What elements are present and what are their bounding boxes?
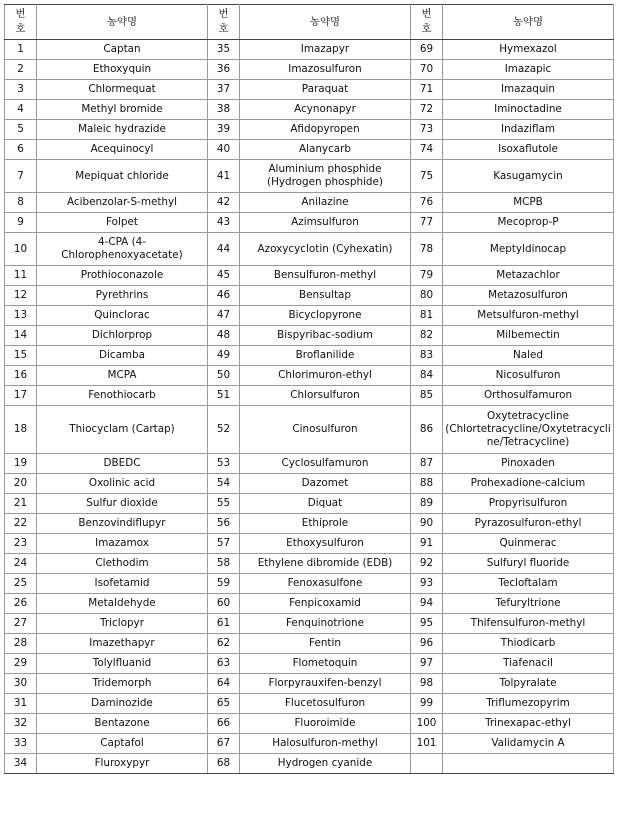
row-number-cell: 57 xyxy=(208,534,240,554)
row-number-cell: 50 xyxy=(208,366,240,386)
table-row xyxy=(5,40,614,60)
row-number-cell: 82 xyxy=(411,326,443,346)
pesticide-name-cell: Acequinocyl xyxy=(37,140,208,160)
pesticide-name-cell: Propyrisulfuron xyxy=(443,494,614,514)
pesticide-name-cell: Acibenzolar-S-methyl xyxy=(37,193,208,213)
pesticide-name-cell: Imazapic xyxy=(443,60,614,80)
pesticide-name-cell: Florpyrauxifen-benzyl xyxy=(240,674,411,694)
pesticide-name-cell: Dicamba xyxy=(37,346,208,366)
pesticide-name-cell: Hymexazol xyxy=(443,40,614,60)
row-number-cell: 10 xyxy=(5,233,37,266)
row-number-cell: 63 xyxy=(208,654,240,674)
pesticide-name-cell: Flucetosulfuron xyxy=(240,694,411,714)
row-number-cell: 52 xyxy=(208,406,240,454)
pesticide-name-cell: Pinoxaden xyxy=(443,454,614,474)
row-number-cell: 65 xyxy=(208,694,240,714)
pesticide-name-cell: Oxolinic acid xyxy=(37,474,208,494)
number-header xyxy=(411,5,443,40)
row-number-cell: 47 xyxy=(208,306,240,326)
pesticide-name-cell: Prothioconazole xyxy=(37,266,208,286)
pesticide-name-cell: Quinclorac xyxy=(37,306,208,326)
table-row xyxy=(5,614,614,634)
pesticide-name-cell: Ethiprole xyxy=(240,514,411,534)
pesticide-name-cell: Isofetamid xyxy=(37,574,208,594)
table-row xyxy=(5,654,614,674)
row-number-cell: 60 xyxy=(208,594,240,614)
row-number-cell: 100 xyxy=(411,714,443,734)
row-number-cell xyxy=(411,754,443,774)
pesticide-name-cell: Imazamox xyxy=(37,534,208,554)
pesticide-name-cell: Sulfuryl fluoride xyxy=(443,554,614,574)
row-number-cell: 94 xyxy=(411,594,443,614)
row-number-cell: 84 xyxy=(411,366,443,386)
number-header-line2: 호 xyxy=(15,23,26,35)
row-number-cell: 21 xyxy=(5,494,37,514)
table-row xyxy=(5,594,614,614)
pesticide-name-cell: Bentazone xyxy=(37,714,208,734)
pesticide-name-cell: Metazosulfuron xyxy=(443,286,614,306)
row-number-cell: 35 xyxy=(208,40,240,60)
pesticide-name-cell: Imazapyr xyxy=(240,40,411,60)
row-number-cell: 4 xyxy=(5,100,37,120)
pesticide-name-cell: Methyl bromide xyxy=(37,100,208,120)
table-row xyxy=(5,534,614,554)
row-number-cell: 6 xyxy=(5,140,37,160)
pesticide-name-cell: Bicyclopyrone xyxy=(240,306,411,326)
pesticide-name-cell: MCPB xyxy=(443,193,614,213)
row-number-cell: 15 xyxy=(5,346,37,366)
number-header xyxy=(5,5,37,40)
pesticide-table xyxy=(4,4,614,774)
row-number-cell: 64 xyxy=(208,674,240,694)
pesticide-name-cell: Oxytetracycline (Chlortetracycline/Oxytetracycline/Tetracycline) xyxy=(443,406,614,454)
pesticide-name-cell: Trinexapac-ethyl xyxy=(443,714,614,734)
row-number-cell: 33 xyxy=(5,734,37,754)
pesticide-name-cell: Isoxaflutole xyxy=(443,140,614,160)
pesticide-name-cell: Fenquinotrione xyxy=(240,614,411,634)
pesticide-name-cell: Tefuryltrione xyxy=(443,594,614,614)
number-header-line1: 번 xyxy=(218,8,229,20)
pesticide-name-cell: MCPA xyxy=(37,366,208,386)
table-row xyxy=(5,266,614,286)
pesticide-name-cell: Prohexadione-calcium xyxy=(443,474,614,494)
row-number-cell: 66 xyxy=(208,714,240,734)
number-header-line1: 번 xyxy=(421,8,432,20)
row-number-cell: 28 xyxy=(5,634,37,654)
pesticide-name-cell: Iminoctadine xyxy=(443,100,614,120)
table-row xyxy=(5,80,614,100)
pesticide-name-cell: DBEDC xyxy=(37,454,208,474)
row-number-cell: 59 xyxy=(208,574,240,594)
pesticide-name-cell: Pyrazosulfuron-ethyl xyxy=(443,514,614,534)
pesticide-name-cell: Hydrogen cyanide xyxy=(240,754,411,774)
pesticide-name-cell: Validamycin A xyxy=(443,734,614,754)
pesticide-name-cell: Clethodim xyxy=(37,554,208,574)
row-number-cell: 54 xyxy=(208,474,240,494)
row-number-cell: 3 xyxy=(5,80,37,100)
table-row xyxy=(5,366,614,386)
pesticide-name-cell: Chlormequat xyxy=(37,80,208,100)
row-number-cell: 8 xyxy=(5,193,37,213)
table-row xyxy=(5,714,614,734)
pesticide-name-cell: Benzovindiflupyr xyxy=(37,514,208,534)
row-number-cell: 7 xyxy=(5,160,37,193)
table-row xyxy=(5,193,614,213)
row-number-cell: 27 xyxy=(5,614,37,634)
number-header-line2: 호 xyxy=(218,23,229,35)
pesticide-name-cell: Cyclosulfamuron xyxy=(240,454,411,474)
row-number-cell: 26 xyxy=(5,594,37,614)
row-number-cell: 11 xyxy=(5,266,37,286)
row-number-cell: 39 xyxy=(208,120,240,140)
row-number-cell: 56 xyxy=(208,514,240,534)
row-number-cell: 25 xyxy=(5,574,37,594)
pesticide-name-cell: Fenoxasulfone xyxy=(240,574,411,594)
pesticide-name-cell: Meptyldinocap xyxy=(443,233,614,266)
row-number-cell: 72 xyxy=(411,100,443,120)
table-row xyxy=(5,754,614,774)
pesticide-name-cell: Tridemorph xyxy=(37,674,208,694)
row-number-cell: 23 xyxy=(5,534,37,554)
table-row xyxy=(5,494,614,514)
row-number-cell: 20 xyxy=(5,474,37,494)
pesticide-name-cell: Fenothiocarb xyxy=(37,386,208,406)
table-row xyxy=(5,120,614,140)
table-row xyxy=(5,100,614,120)
row-number-cell: 93 xyxy=(411,574,443,594)
table-row xyxy=(5,406,614,454)
row-number-cell: 76 xyxy=(411,193,443,213)
row-number-cell: 101 xyxy=(411,734,443,754)
pesticide-name-cell: Naled xyxy=(443,346,614,366)
pesticide-name-cell: Flometoquin xyxy=(240,654,411,674)
row-number-cell: 67 xyxy=(208,734,240,754)
pesticide-name-cell: Triclopyr xyxy=(37,614,208,634)
table-row xyxy=(5,286,614,306)
row-number-cell: 91 xyxy=(411,534,443,554)
row-number-cell: 87 xyxy=(411,454,443,474)
number-header-line2: 호 xyxy=(421,23,432,35)
pesticide-name-cell: Orthosulfamuron xyxy=(443,386,614,406)
pesticide-name-cell: Daminozide xyxy=(37,694,208,714)
table-row xyxy=(5,346,614,366)
pesticide-name-cell: Ethoxyquin xyxy=(37,60,208,80)
name-header: 농약명 xyxy=(240,5,411,40)
row-number-cell: 99 xyxy=(411,694,443,714)
row-number-cell: 68 xyxy=(208,754,240,774)
pesticide-name-cell: Bispyribac-sodium xyxy=(240,326,411,346)
row-number-cell: 12 xyxy=(5,286,37,306)
pesticide-name-cell: Fentin xyxy=(240,634,411,654)
pesticide-name-cell: Anilazine xyxy=(240,193,411,213)
row-number-cell: 18 xyxy=(5,406,37,454)
row-number-cell: 48 xyxy=(208,326,240,346)
pesticide-name-cell: Fenpicoxamid xyxy=(240,594,411,614)
pesticide-name-cell: Azimsulfuron xyxy=(240,213,411,233)
row-number-cell: 42 xyxy=(208,193,240,213)
pesticide-name-cell: Kasugamycin xyxy=(443,160,614,193)
pesticide-name-cell: Tecloftalam xyxy=(443,574,614,594)
pesticide-name-cell: Mecoprop-P xyxy=(443,213,614,233)
row-number-cell: 36 xyxy=(208,60,240,80)
row-number-cell: 73 xyxy=(411,120,443,140)
pesticide-name-cell: Chlorsulfuron xyxy=(240,386,411,406)
row-number-cell: 83 xyxy=(411,346,443,366)
pesticide-name-cell: Thiocyclam (Cartap) xyxy=(37,406,208,454)
pesticide-name-cell xyxy=(443,754,614,774)
row-number-cell: 61 xyxy=(208,614,240,634)
row-number-cell: 96 xyxy=(411,634,443,654)
pesticide-name-cell: Alanycarb xyxy=(240,140,411,160)
pesticide-name-cell: Halosulfuron-methyl xyxy=(240,734,411,754)
pesticide-name-cell: Captan xyxy=(37,40,208,60)
row-number-cell: 86 xyxy=(411,406,443,454)
pesticide-name-cell: Tolpyralate xyxy=(443,674,614,694)
pesticide-name-cell: Aluminium phosphide (Hydrogen phosphide) xyxy=(240,160,411,193)
pesticide-name-cell: Sulfur dioxide xyxy=(37,494,208,514)
row-number-cell: 17 xyxy=(5,386,37,406)
table-row xyxy=(5,306,614,326)
pesticide-name-cell: Triflumezopyrim xyxy=(443,694,614,714)
table-row xyxy=(5,140,614,160)
pesticide-name-cell: Quinmerac xyxy=(443,534,614,554)
pesticide-name-cell: Dichlorprop xyxy=(37,326,208,346)
pesticide-name-cell: Acynonapyr xyxy=(240,100,411,120)
row-number-cell: 58 xyxy=(208,554,240,574)
pesticide-name-cell: Fluroxypyr xyxy=(37,754,208,774)
row-number-cell: 49 xyxy=(208,346,240,366)
pesticide-name-cell: Imazethapyr xyxy=(37,634,208,654)
pesticide-name-cell: Indaziflam xyxy=(443,120,614,140)
row-number-cell: 30 xyxy=(5,674,37,694)
pesticide-name-cell: Metsulfuron-methyl xyxy=(443,306,614,326)
table-row xyxy=(5,634,614,654)
pesticide-name-cell: Pyrethrins xyxy=(37,286,208,306)
pesticide-name-cell: Azoxycyclotin (Cyhexatin) xyxy=(240,233,411,266)
row-number-cell: 45 xyxy=(208,266,240,286)
row-number-cell: 37 xyxy=(208,80,240,100)
pesticide-name-cell: Captafol xyxy=(37,734,208,754)
table-row xyxy=(5,554,614,574)
table-row xyxy=(5,694,614,714)
table-row xyxy=(5,326,614,346)
pesticide-name-cell: Diquat xyxy=(240,494,411,514)
pesticide-name-cell: Mepiquat chloride xyxy=(37,160,208,193)
table-row xyxy=(5,233,614,266)
row-number-cell: 88 xyxy=(411,474,443,494)
row-number-cell: 41 xyxy=(208,160,240,193)
row-number-cell: 43 xyxy=(208,213,240,233)
pesticide-name-cell: Milbemectin xyxy=(443,326,614,346)
row-number-cell: 80 xyxy=(411,286,443,306)
row-number-cell: 78 xyxy=(411,233,443,266)
row-number-cell: 40 xyxy=(208,140,240,160)
number-header-line1: 번 xyxy=(15,8,26,20)
row-number-cell: 14 xyxy=(5,326,37,346)
pesticide-name-cell: Dazomet xyxy=(240,474,411,494)
row-number-cell: 79 xyxy=(411,266,443,286)
row-number-cell: 44 xyxy=(208,233,240,266)
table-row xyxy=(5,160,614,193)
row-number-cell: 90 xyxy=(411,514,443,534)
row-number-cell: 70 xyxy=(411,60,443,80)
pesticide-name-cell: Afidopyropen xyxy=(240,120,411,140)
row-number-cell: 92 xyxy=(411,554,443,574)
pesticide-name-cell: Maleic hydrazide xyxy=(37,120,208,140)
row-number-cell: 9 xyxy=(5,213,37,233)
row-number-cell: 29 xyxy=(5,654,37,674)
table-body xyxy=(5,40,614,774)
row-number-cell: 22 xyxy=(5,514,37,534)
row-number-cell: 74 xyxy=(411,140,443,160)
number-header xyxy=(208,5,240,40)
row-number-cell: 38 xyxy=(208,100,240,120)
pesticide-name-cell: Thifensulfuron-methyl xyxy=(443,614,614,634)
pesticide-name-cell: Broflanilide xyxy=(240,346,411,366)
pesticide-name-cell: Nicosulfuron xyxy=(443,366,614,386)
row-number-cell: 5 xyxy=(5,120,37,140)
row-number-cell: 85 xyxy=(411,386,443,406)
name-header: 농약명 xyxy=(443,5,614,40)
row-number-cell: 55 xyxy=(208,494,240,514)
row-number-cell: 77 xyxy=(411,213,443,233)
row-number-cell: 81 xyxy=(411,306,443,326)
table-row xyxy=(5,514,614,534)
header-row xyxy=(5,5,614,40)
table-row xyxy=(5,213,614,233)
pesticide-name-cell: Bensulfuron-methyl xyxy=(240,266,411,286)
pesticide-name-cell: Cinosulfuron xyxy=(240,406,411,454)
pesticide-name-cell: 4-CPA (4-Chlorophenoxyacetate) xyxy=(37,233,208,266)
table-row xyxy=(5,454,614,474)
pesticide-name-cell: Metazachlor xyxy=(443,266,614,286)
name-header: 농약명 xyxy=(37,5,208,40)
pesticide-name-cell: Fluoroimide xyxy=(240,714,411,734)
row-number-cell: 71 xyxy=(411,80,443,100)
row-number-cell: 89 xyxy=(411,494,443,514)
row-number-cell: 31 xyxy=(5,694,37,714)
pesticide-name-cell: Imazosulfuron xyxy=(240,60,411,80)
row-number-cell: 16 xyxy=(5,366,37,386)
row-number-cell: 69 xyxy=(411,40,443,60)
pesticide-name-cell: Ethylene dibromide (EDB) xyxy=(240,554,411,574)
pesticide-name-cell: Imazaquin xyxy=(443,80,614,100)
row-number-cell: 51 xyxy=(208,386,240,406)
row-number-cell: 97 xyxy=(411,654,443,674)
table-row xyxy=(5,574,614,594)
table-row xyxy=(5,386,614,406)
table-row xyxy=(5,474,614,494)
row-number-cell: 95 xyxy=(411,614,443,634)
pesticide-name-cell: Paraquat xyxy=(240,80,411,100)
row-number-cell: 24 xyxy=(5,554,37,574)
pesticide-name-cell: Metaldehyde xyxy=(37,594,208,614)
row-number-cell: 2 xyxy=(5,60,37,80)
pesticide-name-cell: Tiafenacil xyxy=(443,654,614,674)
table-row xyxy=(5,674,614,694)
row-number-cell: 46 xyxy=(208,286,240,306)
row-number-cell: 98 xyxy=(411,674,443,694)
row-number-cell: 62 xyxy=(208,634,240,654)
row-number-cell: 13 xyxy=(5,306,37,326)
pesticide-name-cell: Bensultap xyxy=(240,286,411,306)
row-number-cell: 1 xyxy=(5,40,37,60)
row-number-cell: 19 xyxy=(5,454,37,474)
pesticide-name-cell: Folpet xyxy=(37,213,208,233)
pesticide-name-cell: Thiodicarb xyxy=(443,634,614,654)
pesticide-name-cell: Tolylfluanid xyxy=(37,654,208,674)
row-number-cell: 75 xyxy=(411,160,443,193)
pesticide-name-cell: Ethoxysulfuron xyxy=(240,534,411,554)
pesticide-name-cell: Chlorimuron-ethyl xyxy=(240,366,411,386)
row-number-cell: 53 xyxy=(208,454,240,474)
table-row xyxy=(5,60,614,80)
table-row xyxy=(5,734,614,754)
row-number-cell: 32 xyxy=(5,714,37,734)
row-number-cell: 34 xyxy=(5,754,37,774)
